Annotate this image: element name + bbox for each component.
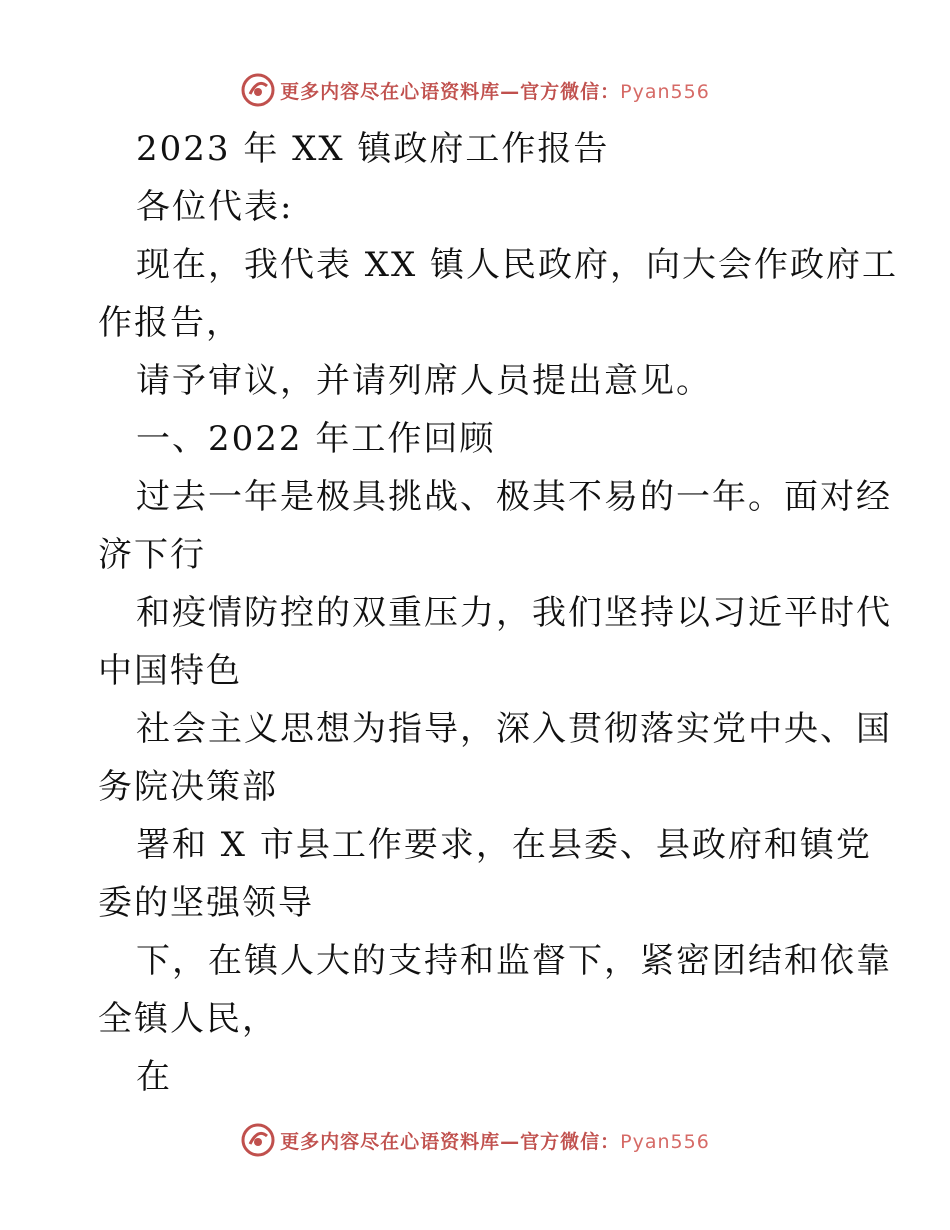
paragraph-line: 务院决策部: [98, 767, 278, 807]
paragraph-line: 和疫情防控的双重压力，我们坚持以习近平时代: [136, 593, 892, 633]
document-title: 2023 年 XX 镇政府工作报告: [136, 129, 610, 169]
paragraph-line: 济下行: [98, 535, 206, 575]
paragraph-line: 下，在镇人大的支持和监督下，紧密团结和依靠: [136, 941, 892, 981]
red-seal-logo-icon: [240, 72, 276, 108]
paragraph-line: 委的坚强领导: [98, 883, 314, 923]
document-body: [98, 120, 899, 1106]
paragraph-line: 在: [136, 1057, 172, 1097]
paragraph-line: 署和 X 市县工作要求，在县委、县政府和镇党: [136, 825, 872, 865]
header-banner: [0, 70, 950, 110]
banner-wechat: Pyan556: [620, 1130, 710, 1153]
red-seal-logo-icon: [240, 1122, 276, 1158]
paragraph-line: 社会主义思想为指导，深入贯彻落实党中央、国: [136, 709, 892, 749]
salutation: 各位代表:: [136, 187, 294, 227]
paragraph-line: 作报告，: [98, 303, 242, 343]
paragraph-line: 过去一年是极具挑战、极其不易的一年。面对经: [136, 477, 892, 517]
paragraph-line: 全镇人民，: [98, 999, 278, 1039]
banner-text: 更多内容尽在心语资料库—官方微信：Pyan556: [280, 80, 710, 103]
banner-text: 更多内容尽在心语资料库—官方微信：Pyan556: [280, 1130, 710, 1153]
banner-wechat: Pyan556: [620, 80, 710, 103]
paragraph-line: 现在，我代表 XX 镇人民政府，向大会作政府工: [136, 245, 899, 285]
paragraph-line: 中国特色: [98, 651, 242, 691]
paragraph-line: 请予审议，并请列席人员提出意见。: [136, 361, 712, 401]
section-heading: 一、2022 年工作回顾: [136, 419, 496, 459]
footer-banner: [0, 1120, 950, 1160]
